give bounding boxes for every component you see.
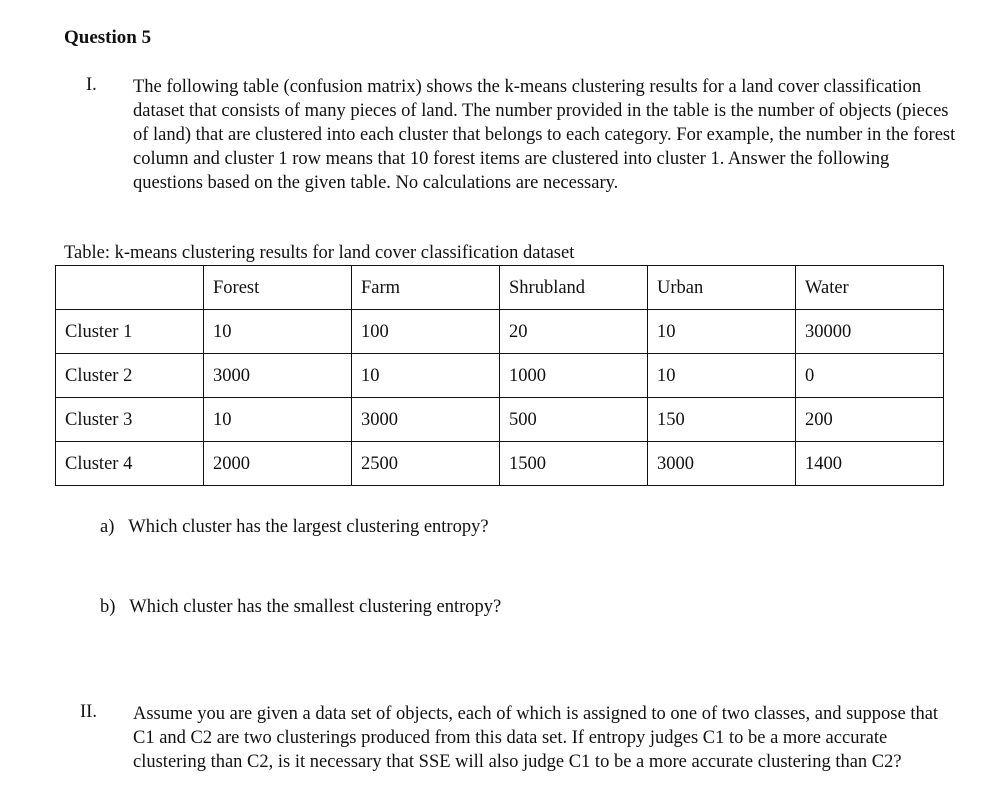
- table-cell: 10: [204, 398, 352, 442]
- question-a: [100, 517, 489, 538]
- table-cell: 3000: [352, 398, 500, 442]
- table-cell: 3000: [204, 354, 352, 398]
- table-cell: Cluster 2: [56, 354, 204, 398]
- table-row: [56, 354, 944, 398]
- table-header-row: [56, 266, 944, 310]
- table-header: Urban: [648, 266, 796, 310]
- table-cell: 10: [204, 310, 352, 354]
- table-header: Shrubland: [500, 266, 648, 310]
- table-row: [56, 310, 944, 354]
- table-cell: 2500: [352, 442, 500, 486]
- table-caption: Table: k-means clustering results for land cover classification dataset: [64, 243, 575, 263]
- part-1-numeral: I.: [86, 75, 97, 95]
- table-cell: 150: [648, 398, 796, 442]
- question-b: [100, 597, 501, 618]
- table-cell: 10: [648, 310, 796, 354]
- table-cell: Cluster 3: [56, 398, 204, 442]
- question-a-text: Which cluster has the largest clustering entropy?: [128, 517, 489, 537]
- table-cell: 2000: [204, 442, 352, 486]
- question-b-label: b): [100, 597, 116, 617]
- table-row: [56, 442, 944, 486]
- part-1-text: The following table (confusion matrix) shows the k-means clustering results for a land cover classification dataset that consists of many pieces of land. The number provided in the table is the number of objects (pieces of land) that are clustered into each cluster that belongs to each category. For example, the number in the forest column and cluster 1 row means that 10 forest items are clustered into cluster 1. Answer the following questions based on the given table. No calculations are necessary.: [133, 77, 956, 193]
- table-row: [56, 398, 944, 442]
- table-cell: 10: [648, 354, 796, 398]
- table-cell: Cluster 4: [56, 442, 204, 486]
- question-b-text: Which cluster has the smallest clustering entropy?: [129, 597, 502, 617]
- table-cell: 20: [500, 310, 648, 354]
- table-cell: 100: [352, 310, 500, 354]
- part-2-numeral: II.: [80, 702, 97, 722]
- table-header: Water: [796, 266, 944, 310]
- table-header: Forest: [204, 266, 352, 310]
- table-cell: 500: [500, 398, 648, 442]
- table-cell: 1000: [500, 354, 648, 398]
- part-2-text: Assume you are given a data set of objects, each of which is assigned to one of two classes, and suppose that C1 and C2 are two clusterings produced from this data set. If entropy judges C1 to be a more accurate clustering than C2, is it necessary that SSE will also judge C1 to be a more accurate clustering than C2?: [133, 704, 939, 772]
- table-cell: 1400: [796, 442, 944, 486]
- table-header: [56, 266, 204, 310]
- table-cell: 30000: [796, 310, 944, 354]
- question-a-label: a): [100, 517, 115, 537]
- table-cell: Cluster 1: [56, 310, 204, 354]
- table-cell: 200: [796, 398, 944, 442]
- table-cell: 10: [352, 354, 500, 398]
- confusion-matrix-table: [55, 265, 944, 486]
- table-cell: 1500: [500, 442, 648, 486]
- table-cell: 0: [796, 354, 944, 398]
- table-header: Farm: [352, 266, 500, 310]
- table-cell: 3000: [648, 442, 796, 486]
- question-title: Question 5: [64, 27, 152, 48]
